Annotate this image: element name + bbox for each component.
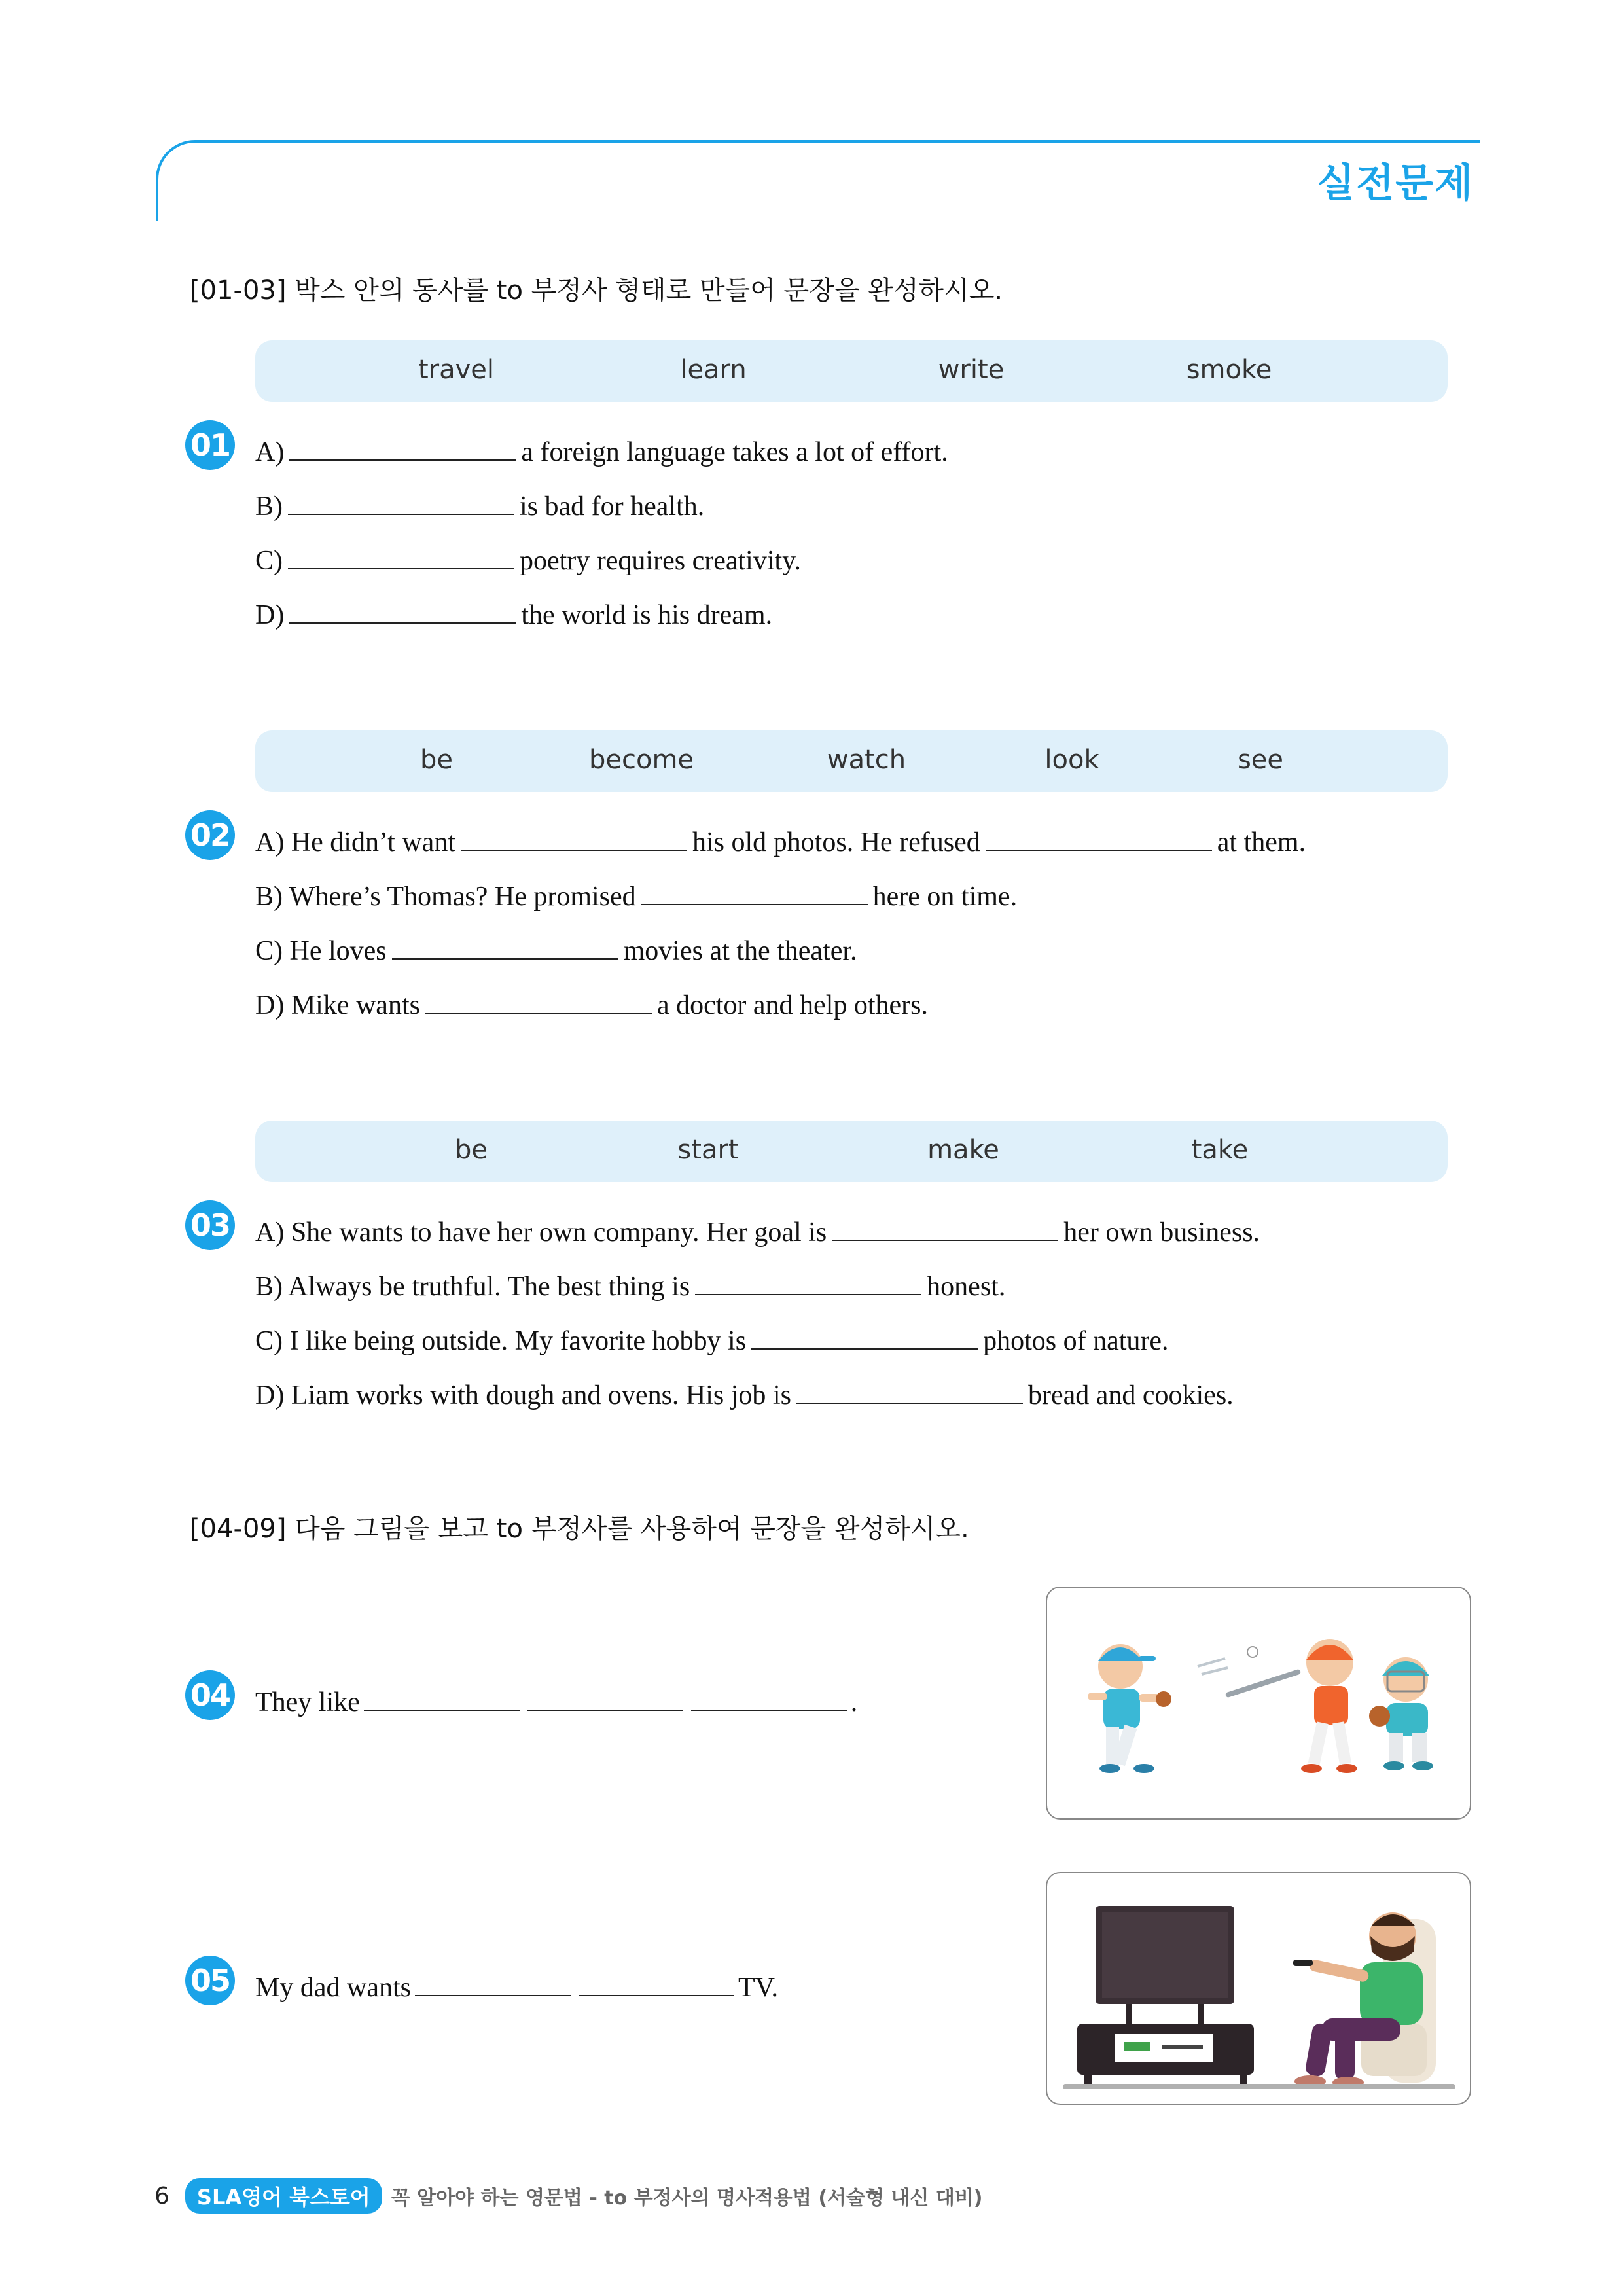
answer-blank[interactable]	[751, 1323, 978, 1350]
q01-word-box	[255, 340, 1448, 402]
floor-line	[1063, 2084, 1455, 2089]
line-text: his old photos. He refused	[692, 827, 980, 857]
answer-blank[interactable]	[691, 1685, 847, 1711]
line-text: a foreign language takes a lot of effort.	[521, 437, 948, 467]
line-text: her own business.	[1063, 1217, 1260, 1247]
word: learn	[680, 355, 747, 385]
word: see	[1237, 745, 1284, 775]
q03-word-box	[255, 1121, 1448, 1182]
answer-blank[interactable]	[796, 1378, 1023, 1404]
q02-word-box	[255, 730, 1448, 792]
word: be	[420, 745, 453, 775]
q03-line-d	[255, 1378, 1234, 1411]
header-rule	[156, 140, 1480, 221]
word: look	[1044, 745, 1099, 775]
answer-blank[interactable]	[364, 1685, 520, 1711]
line-text: photos of nature.	[983, 1326, 1169, 1356]
q03-line-b	[255, 1269, 1005, 1302]
line-prefix: C)	[255, 546, 283, 576]
line-text: honest.	[927, 1272, 1006, 1302]
line-prefix: B) Where’s Thomas? He promised	[255, 882, 636, 912]
line-prefix: D) Mike wants	[255, 990, 420, 1020]
line-text: movies at the theater.	[623, 936, 857, 966]
baseball-kids-image	[1047, 1588, 1470, 1818]
q02-line-c	[255, 933, 857, 967]
line-prefix: C) He loves	[255, 936, 387, 966]
brand-badge: SLA영어 북스토어	[185, 2178, 382, 2214]
answer-blank[interactable]	[392, 933, 618, 960]
line-prefix: A)	[255, 437, 285, 467]
line-text: poetry requires creativity.	[520, 546, 801, 576]
line-text: is bad for health.	[520, 492, 705, 522]
tv-set	[1096, 1906, 1234, 2024]
answer-blank[interactable]	[415, 1970, 571, 1996]
q01-line-d	[255, 598, 772, 631]
line-text: bread and cookies.	[1027, 1380, 1234, 1410]
baseball-illustration	[1046, 1587, 1471, 1820]
answer-blank[interactable]	[425, 988, 652, 1014]
answer-blank[interactable]	[288, 543, 514, 569]
question-number-05: 05	[185, 1956, 235, 2005]
batter-figure	[1225, 1639, 1357, 1773]
dad-watching-tv-image	[1047, 1873, 1470, 2104]
word: watch	[827, 745, 906, 775]
word: start	[677, 1135, 739, 1165]
line-text: here on time.	[872, 882, 1018, 912]
answer-blank[interactable]	[695, 1269, 921, 1295]
line-prefix: D) Liam works with dough and ovens. His job is	[255, 1380, 791, 1410]
page-title: 실전문제	[1317, 160, 1474, 206]
line-text: the world is his dream.	[521, 600, 773, 630]
answer-blank[interactable]	[641, 879, 868, 905]
q02-line-d	[255, 988, 928, 1021]
pitcher-figure	[1088, 1644, 1171, 1773]
answer-blank[interactable]	[461, 825, 687, 851]
q01-line-c	[255, 543, 801, 577]
q03-line-c	[255, 1323, 1169, 1357]
q02-line-b	[255, 879, 1017, 912]
q01-line-b	[255, 489, 704, 522]
word: become	[588, 745, 694, 775]
q01-line-a	[255, 435, 948, 468]
line-prefix: B) Always be truthful. The best thing is	[255, 1272, 690, 1302]
ball-motion	[1198, 1647, 1258, 1674]
q03-line-a	[255, 1215, 1260, 1248]
line-text: TV.	[738, 1973, 779, 2003]
word: make	[927, 1135, 999, 1165]
section2-instruction: [04-09] 다음 그림을 보고 to 부정사를 사용하여 문장을 완성하시오.	[190, 1514, 969, 1544]
catcher-figure	[1369, 1657, 1433, 1770]
word: travel	[418, 355, 495, 385]
page-footer	[154, 2178, 983, 2214]
q02-line-a	[255, 825, 1306, 858]
question-number-02: 02	[185, 810, 235, 860]
word: take	[1191, 1135, 1249, 1165]
q04-line	[255, 1685, 857, 1718]
line-text: .	[850, 1687, 858, 1717]
answer-blank[interactable]	[289, 598, 516, 624]
answer-blank[interactable]	[289, 435, 516, 461]
question-number-03: 03	[185, 1200, 235, 1250]
section1-instruction: [01-03] 박스 안의 동사를 to 부정사 형태로 만들어 문장을 완성하시오.	[190, 276, 1003, 306]
answer-blank[interactable]	[832, 1215, 1058, 1241]
word: be	[455, 1135, 488, 1165]
page-number: 6	[154, 2182, 169, 2210]
q05-line	[255, 1970, 778, 2003]
footer-subtitle: 꼭 알아야 하는 영문법 - to 부정사의 명사적용법 (서술형 내신 대비)	[391, 2187, 983, 2210]
answer-blank[interactable]	[527, 1685, 683, 1711]
answer-blank[interactable]	[579, 1970, 734, 1996]
answer-blank[interactable]	[986, 825, 1212, 851]
question-number-01: 01	[185, 420, 235, 470]
line-text: a doctor and help others.	[656, 990, 929, 1020]
line-prefix: They like	[255, 1687, 360, 1717]
word: write	[938, 355, 1005, 385]
word: smoke	[1186, 355, 1272, 385]
line-prefix: D)	[255, 600, 285, 630]
line-prefix: B)	[255, 492, 283, 522]
line-prefix: My dad wants	[255, 1973, 411, 2003]
line-text: at them.	[1217, 827, 1306, 857]
line-prefix: A) She wants to have her own company. Her goal is	[255, 1217, 827, 1247]
line-prefix: C) I like being outside. My favorite hobby is	[255, 1326, 747, 1356]
answer-blank[interactable]	[288, 489, 514, 515]
line-prefix: A) He didn’t want	[255, 827, 455, 857]
question-number-04: 04	[185, 1670, 235, 1720]
tv-illustration	[1046, 1872, 1471, 2105]
tv-stand	[1077, 2024, 1254, 2084]
